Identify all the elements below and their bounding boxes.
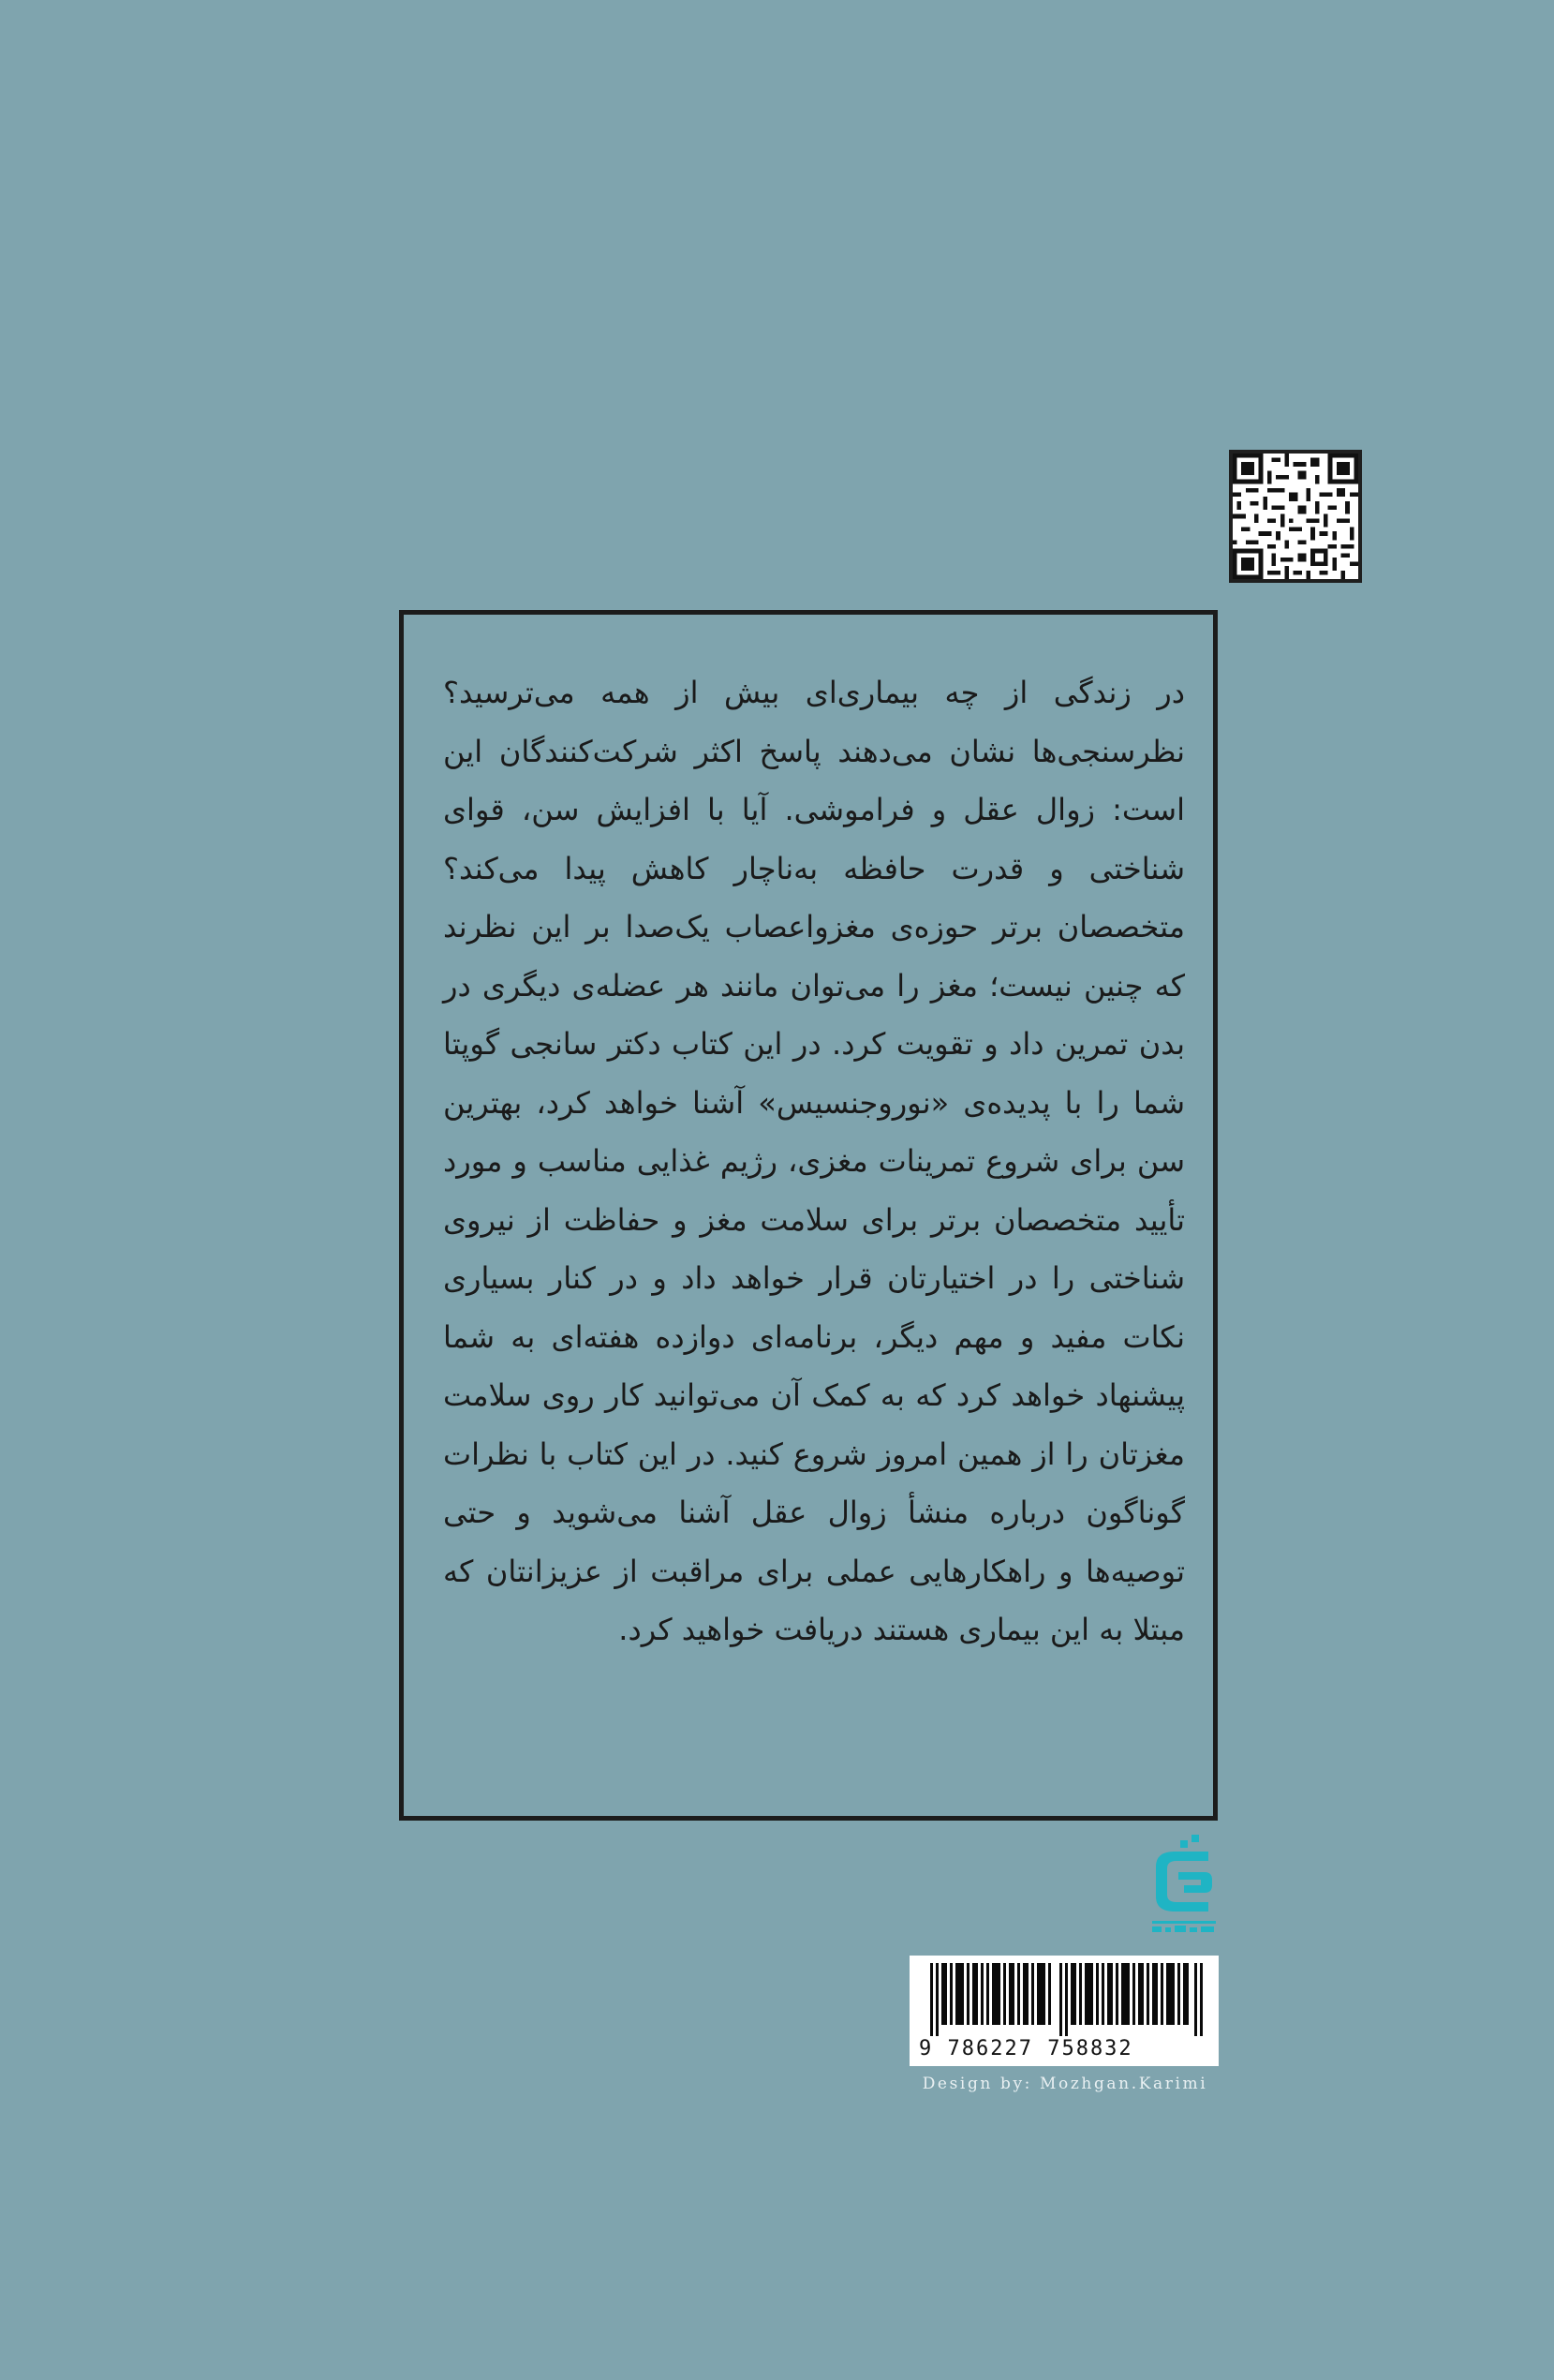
designer-credit: Design by: Mozhgan.Karimi [922,2075,1208,2093]
barcode-icon [930,1963,1206,2036]
qr-code [1229,450,1362,583]
isbn-barcode [910,1956,1219,2066]
publisher-logo-icon [1147,1835,1221,1938]
blurb-box [399,610,1218,1821]
qr-code-icon [1233,454,1358,579]
publisher-logo [1147,1835,1221,1938]
isbn-number: 9 786227 758832 [919,2037,1133,2060]
blurb-text: در زندگی از چه بیماری‌ای بیش از همه می‌ترسید؟ نظرسنجی‌ها نشان می‌دهند پاسخ اکثر شرکت‌کنندگان این است: زوال عقل و فراموشی. آیا با افزایش سن، قوای شناختی و قدرت حافظه به‌ناچار کاهش پیدا می‌کند؟ متخصصان برتر حوزه‌ی مغزواعصاب یک‌صدا بر این نظرند که چنین نیست؛ مغز را می‌توان مانند هر عضله‌ی دیگری در بدن تمرین داد و تقویت کرد. در این کتاب دکتر سانجی گوپتا شما را با پدیده‌ی «نوروجنسیس» آشنا خواهد کرد، بهترین سن برای شروع تمرینات مغزی، رژیم غذایی مناسب و مورد تأیید متخصصان برتر برای سلامت مغز و حفاظت از نیروی شناختی را در اختیارتان قرار خواهد داد و در کنار بسیاری نکات مفید و مهم دیگر، برنامه‌ای دوازده هفته‌ای به شما پیشنهاد خواهد کرد که به کمک آن می‌توانید کار روی سلامت مغزتان را از همین امروز شروع کنید. در این کتاب با نظرات گوناگون درباره منشأ زوال عقل آشنا می‌شوید و حتی توصیه‌ها و راهکارهایی عملی برای مراقبت از عزیزانتان که مبتلا به این بیماری هستند دریافت خواهید کرد. [443,675,1185,1647]
